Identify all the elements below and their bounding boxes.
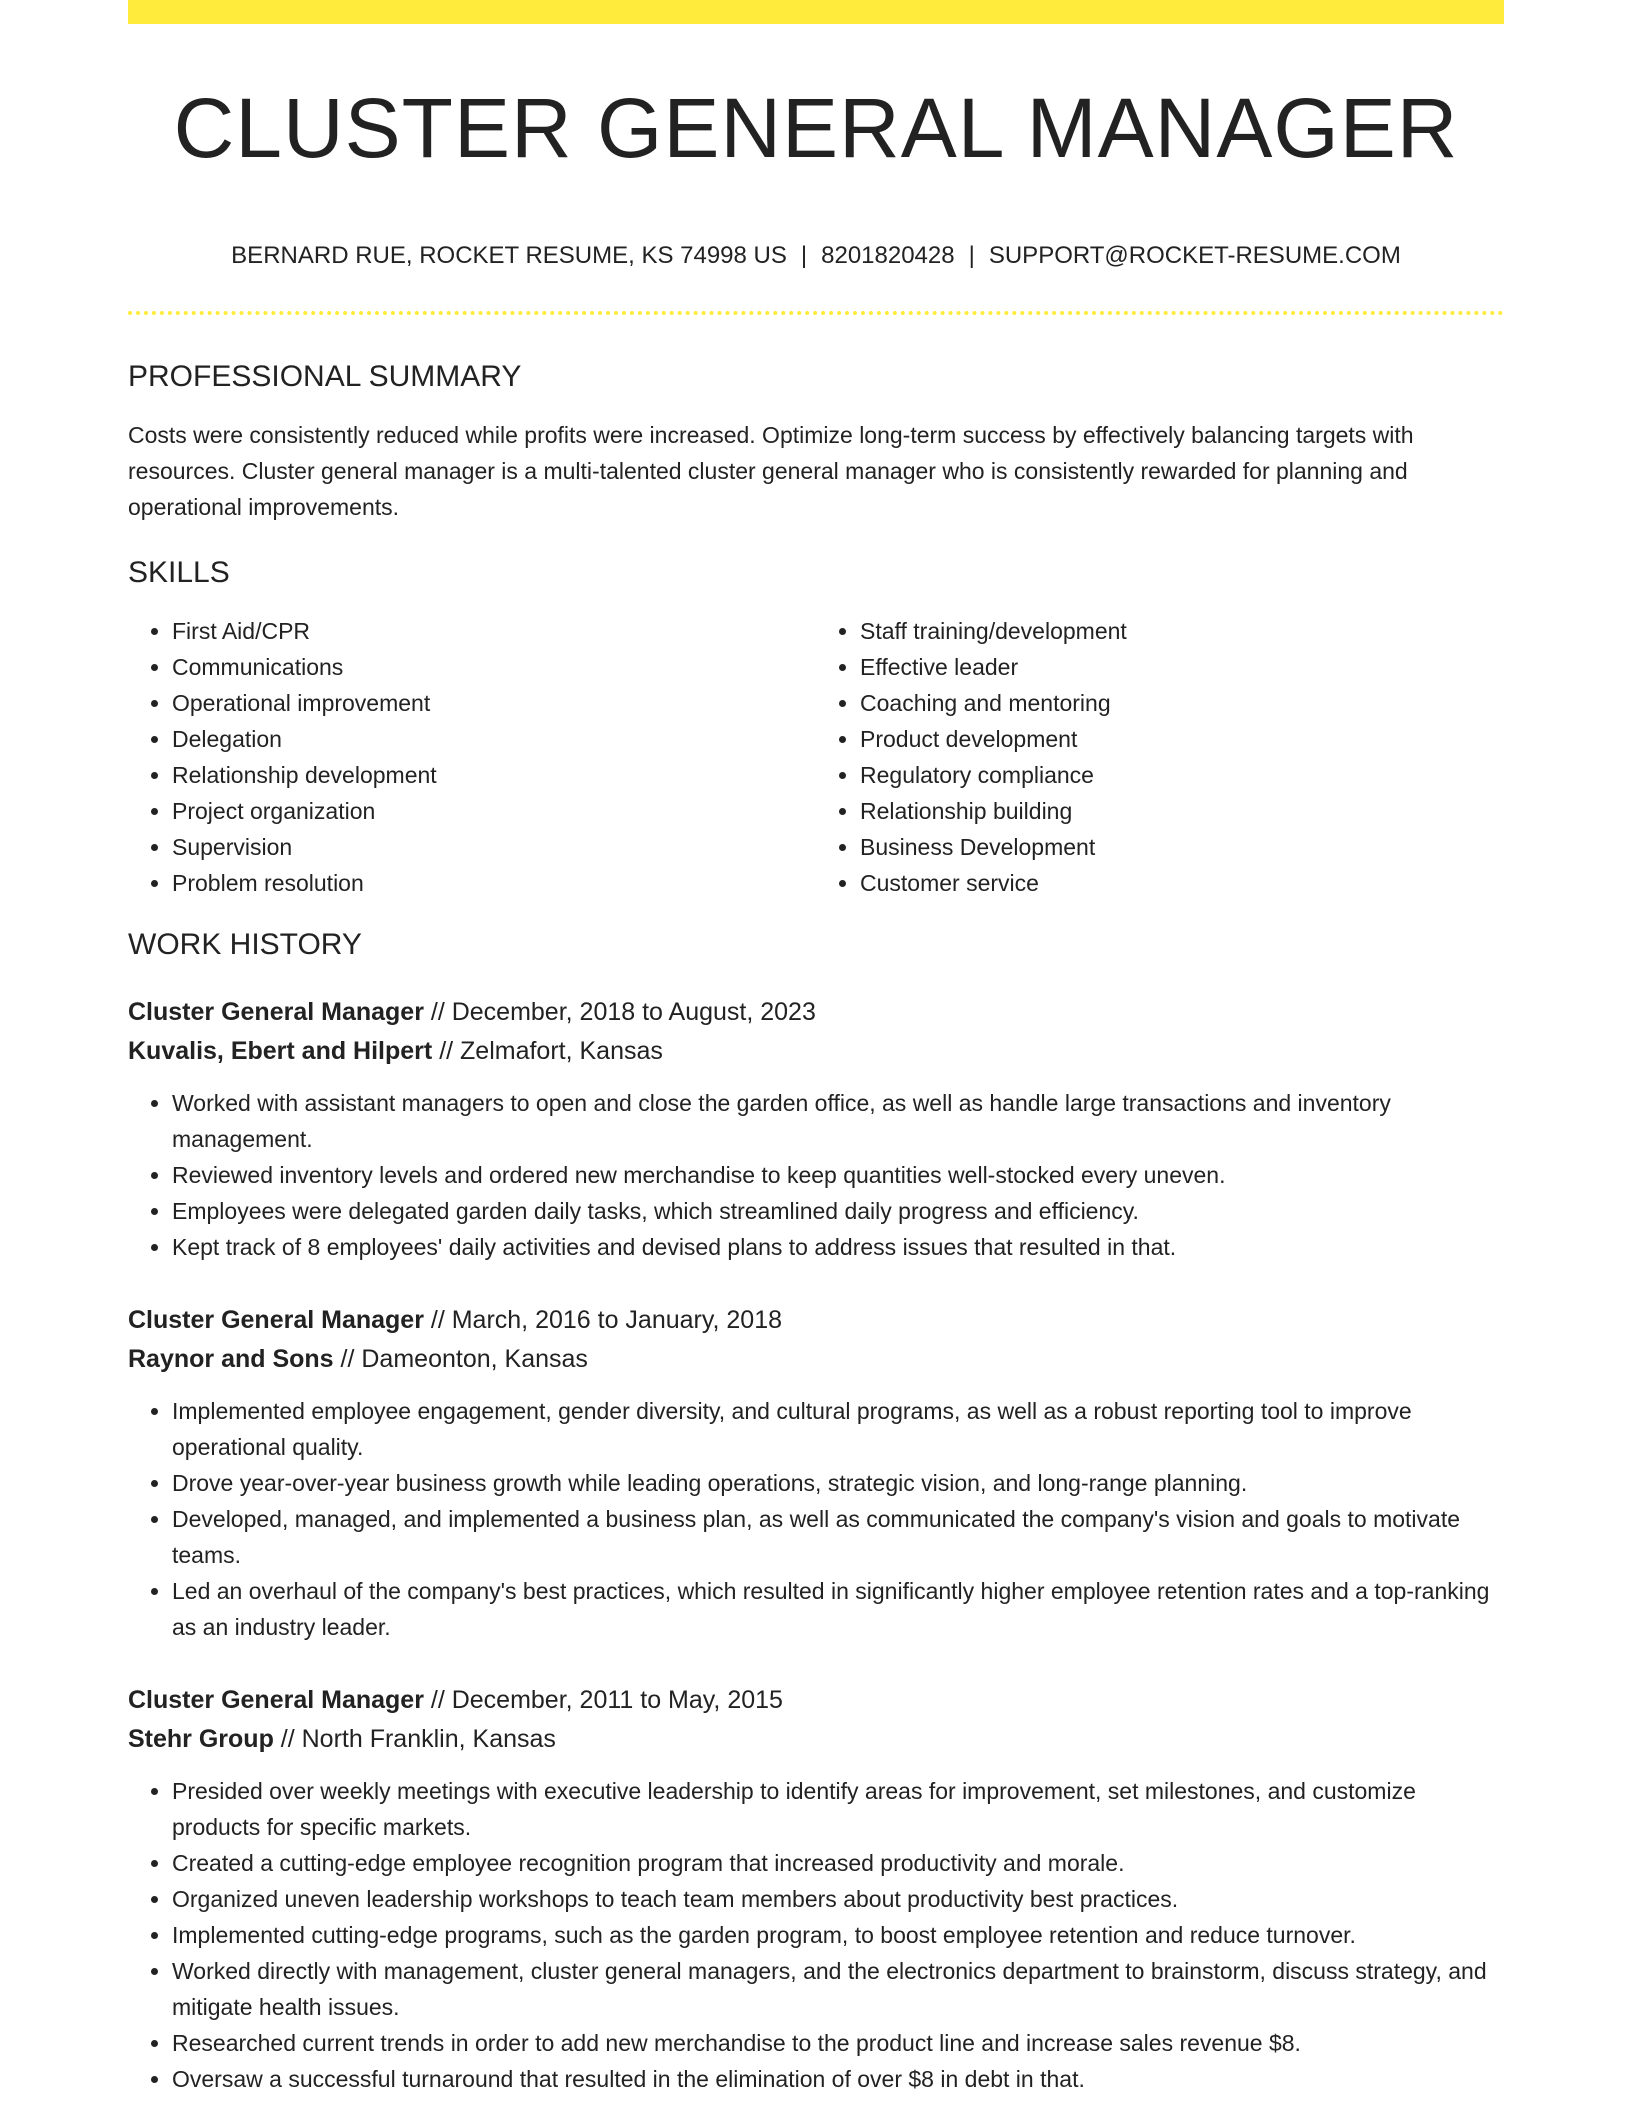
job-bullet: • Implemented employee engagement, gender diversity, and cultural programs, as well as a robust reporting tool to improve operational quality. [172,1393,1504,1465]
job-bullet: • Reviewed inventory levels and ordered new merchandise to keep quantities well-stocked every uneven. [172,1157,1504,1193]
job-bullet: • Presided over weekly meetings with executive leadership to identify areas for improvement, set milestones, and customize products for specific markets. [172,1773,1504,1845]
skill-item: • Staff training/development [860,613,1504,649]
skills-grid [128,613,1504,901]
job-title: Cluster General Manager [128,1685,424,1714]
skill-item: • Product development [860,721,1504,757]
skill-item: • Regulatory compliance [860,757,1504,793]
job-title-line [128,1681,1504,1720]
job-title-line [128,1301,1504,1340]
job-bullet: • Drove year-over-year business growth while leading operations, strategic vision, and long-range planning. [172,1465,1504,1501]
resume-title: CLUSTER GENERAL MANAGER [173,81,1459,175]
job-title: Cluster General Manager [128,997,424,1026]
job-location: // Zelmafort, Kansas [432,1036,663,1065]
work-history-heading: WORK HISTORY [128,927,362,961]
contact-address: BERNARD RUE, ROCKET RESUME, KS 74998 US [231,242,787,269]
skill-item: • Effective leader [860,649,1504,685]
skill-item: • Problem resolution [172,865,816,901]
job-title: Cluster General Manager [128,1305,424,1334]
job-entry [128,1681,1504,2097]
job-bullet: • Worked with assistant managers to open and close the garden office, as well as handle large transactions and inventory management. [172,1085,1504,1157]
job-bullet: • Researched current trends in order to add new merchandise to the product line and increase sales revenue $8. [172,2025,1504,2061]
job-title-line [128,993,1504,1032]
job-location: // North Franklin, Kansas [273,1724,556,1753]
skill-item: • Communications [172,649,816,685]
job-entry [128,1301,1504,1645]
contact-line [128,242,1504,271]
skill-item: • Delegation [172,721,816,757]
job-location: // Dameonton, Kansas [333,1344,588,1373]
skill-item: • Relationship development [172,757,816,793]
top-accent-bar [128,0,1504,24]
summary-heading: PROFESSIONAL SUMMARY [128,359,522,393]
job-company: Kuvalis, Ebert and Hilpert [128,1036,433,1065]
job-company: Raynor and Sons [128,1344,334,1373]
contact-separator: | [800,242,808,269]
job-bullet: • Employees were delegated garden daily tasks, which streamlined daily progress and efficiency. [172,1193,1504,1229]
job-bullet: • Led an overhaul of the company's best practices, which resulted in significantly higher employee retention rates and a top-ranking as an industry leader. [172,1573,1504,1645]
job-bullet: • Organized uneven leadership workshops to teach team members about productivity best practices. [172,1881,1504,1917]
job-bullet: • Developed, managed, and implemented a business plan, as well as communicated the company's vision and goals to motivate teams. [172,1501,1504,1573]
skill-item: • Supervision [172,829,816,865]
job-bullets [128,1085,1504,1265]
contact-separator: | [968,242,975,269]
skill-item: • Customer service [860,865,1504,901]
skills-heading: SKILLS [128,555,230,589]
summary-text: Costs were consistently reduced while profits were increased. Optimize long-term success by effectively balancing targets with resources. Cluster general manager is a multi-talented cluster general manager who is consistently rewarded for planning and operational improvements. [128,421,1414,520]
job-company-line [128,1032,1504,1071]
job-company-line [128,1720,1504,1759]
job-bullet: • Created a cutting-edge employee recognition program that increased productivity and morale. [172,1845,1504,1881]
job-dates: // December, 2018 to August, 2023 [423,997,816,1026]
resume-page [128,0,1504,2097]
job-entry [128,993,1504,1265]
skills-right-column [816,613,1504,901]
job-bullets [128,1393,1504,1645]
job-bullets [128,1773,1504,2097]
job-dates: // December, 2011 to May, 2015 [423,1685,783,1714]
job-bullet: • Implemented cutting-edge programs, such as the garden program, to boost employee retention and reduce turnover. [172,1917,1504,1953]
skill-item: • First Aid/CPR [172,613,816,649]
skill-item: • Relationship building [860,793,1504,829]
job-dates: // March, 2016 to January, 2018 [423,1305,783,1334]
job-bullet: • Kept track of 8 employees' daily activities and devised plans to address issues that resulted in that. [172,1229,1504,1265]
job-company-line [128,1340,1504,1379]
contact-email: SUPPORT@ROCKET-RESUME.COM [988,242,1401,269]
contact-phone: 8201820428 [821,242,955,269]
job-company: Stehr Group [128,1724,274,1753]
skill-item: • Business Development [860,829,1504,865]
skills-left-column [128,613,816,901]
job-bullet: • Oversaw a successful turnaround that resulted in the elimination of over $8 in debt in that. [172,2061,1504,2097]
skill-item: • Coaching and mentoring [860,685,1504,721]
job-bullet: • Worked directly with management, cluster general managers, and the electronics department to brainstorm, discuss strategy, and mitigate health issues. [172,1953,1504,2025]
skill-item: • Operational improvement [172,685,816,721]
skill-item: • Project organization [172,793,816,829]
dotted-divider [128,311,1504,315]
